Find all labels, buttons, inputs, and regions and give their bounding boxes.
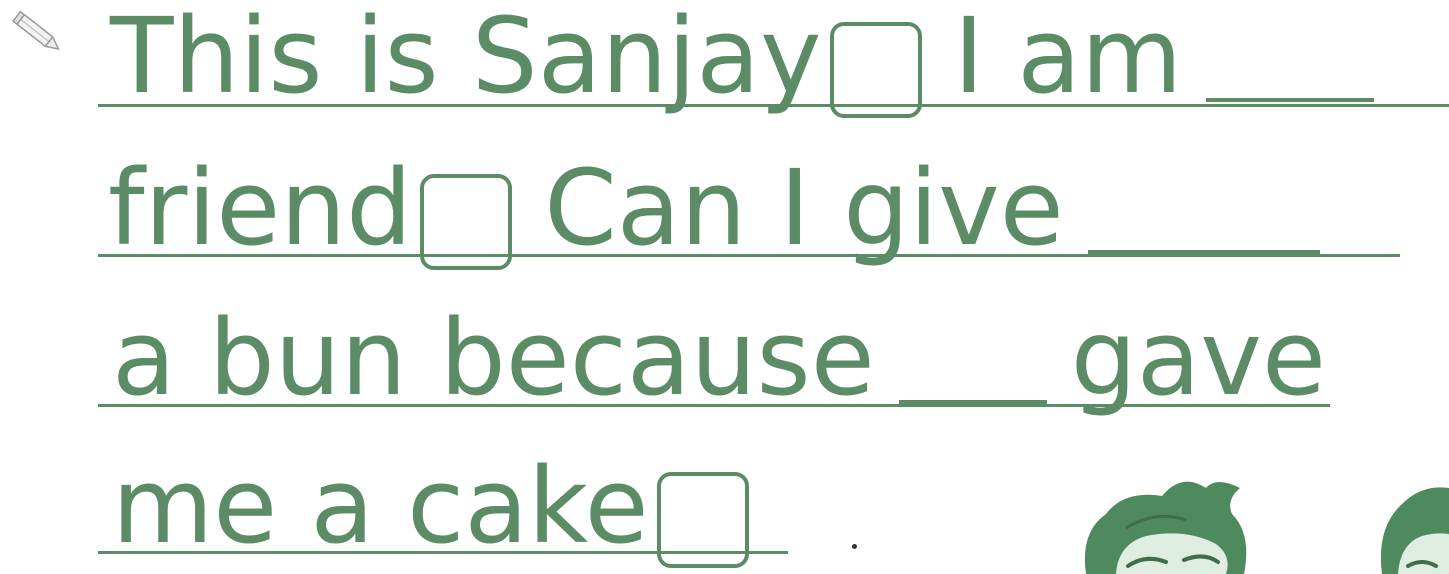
line-1-text-a: This is Sanjay xyxy=(110,0,822,117)
answer-blank-2[interactable] xyxy=(1088,250,1320,254)
punctuation-box-2[interactable] xyxy=(420,174,512,270)
line-3-text-a: a bun because xyxy=(112,297,875,419)
girl-illustration xyxy=(1376,478,1449,574)
pencil-icon xyxy=(10,8,66,58)
sentence-line-4 xyxy=(112,445,757,567)
stray-dot xyxy=(852,544,857,549)
line-2-text-a: friend xyxy=(108,147,413,269)
punctuation-box-3[interactable] xyxy=(657,472,749,568)
answer-blank-3[interactable] xyxy=(899,400,1047,404)
sentence-line-3 xyxy=(112,297,1326,419)
punctuation-box-1[interactable] xyxy=(830,22,922,118)
line-3-text-b: gave xyxy=(1070,297,1326,419)
answer-blank-1[interactable] xyxy=(1206,98,1374,102)
line-1-text-b: I am xyxy=(953,0,1183,117)
sentence-line-2 xyxy=(108,147,1320,269)
line-2-text-b: Can I give xyxy=(544,147,1064,269)
sentence-line-1 xyxy=(110,0,1374,117)
line-4-text-a: me a cake xyxy=(112,445,649,567)
boy-illustration xyxy=(1066,470,1256,574)
